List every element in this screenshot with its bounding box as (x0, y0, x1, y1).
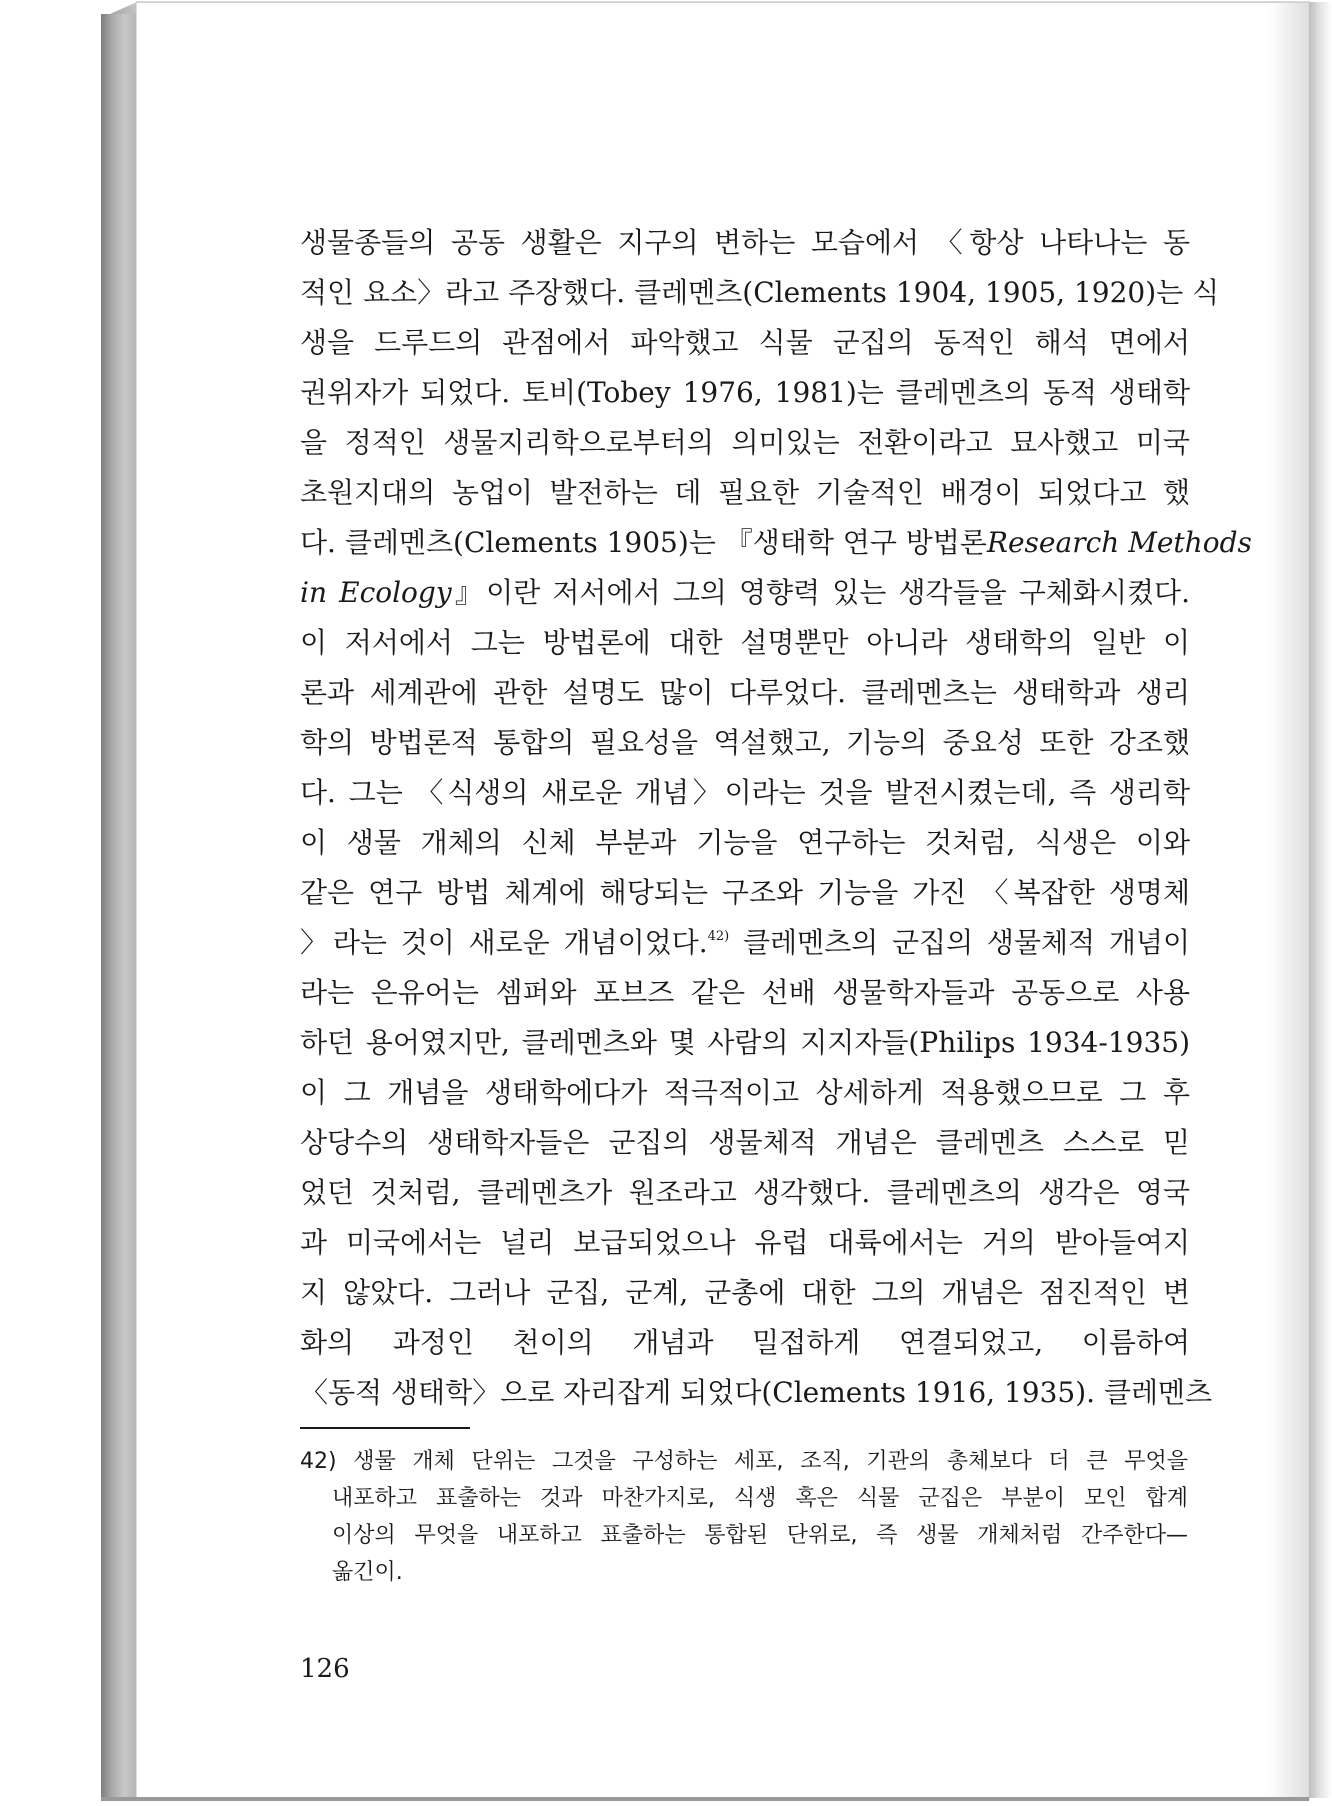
body-line (300, 918, 1190, 968)
body-line: 같은 연구 방법 체계에 해당되는 구조와 기능을 가진 〈복잡한 생명체 (300, 876, 1190, 909)
body-line: 학의 방법론적 통합의 필요성을 역설했고, 기능의 중요성 또한 강조했 (300, 726, 1190, 759)
book-title-english-cont: in Ecology (300, 576, 452, 609)
body-line: 권위자가 되었다. 토비(Tobey 1976, 1981)는 클레멘츠의 동적 생태학 (300, 376, 1190, 409)
body-line: 과 미국에서는 널리 보급되었으나 유럽 대륙에서는 거의 받아들여지 (300, 1226, 1190, 1259)
body-line: 었던 것처럼, 클레멘츠가 원조라고 생각했다. 클레멘츠의 생각은 영국 (300, 1176, 1190, 1209)
footnote (300, 1443, 1188, 1591)
body-line: 생물종들의 공동 생활은 지구의 변하는 모습에서 〈항상 나타나는 동 (300, 226, 1190, 259)
page-right-shadow (1309, 2, 1332, 1798)
body-line: 라는 은유어는 셈퍼와 포브즈 같은 선배 생물학자들과 공동으로 사용 (300, 976, 1190, 1009)
body-line-text: 다. 클레멘츠(Clements 1905)는 『생태학 연구 방법론 (300, 526, 987, 559)
body-line: 〈동적 생태학〉으로 자리잡게 되었다(Clements 1916, 1935). 클레멘츠 (300, 1376, 1213, 1409)
footnote-line: 42) 생물 개체 단위는 그것을 구성하는 세포, 조직, 기관의 총체보다 더 큰 무엇을 (300, 1449, 1188, 1474)
body-line: 론과 세계관에 관한 설명도 많이 다루었다. 클레멘츠는 생태학과 생리 (300, 676, 1190, 709)
body-line: 상당수의 생태학자들은 군집의 생물체적 개념은 클레멘츠 스스로 믿 (300, 1126, 1190, 1159)
page-edge-shade (1269, 3, 1309, 1799)
body-line: 생을 드루드의 관점에서 파악했고 식물 군집의 동적인 해석 면에서 (300, 326, 1190, 359)
book-spine (101, 14, 137, 1798)
body-line: 이 생물 개체의 신체 부분과 기능을 연구하는 것처럼, 식생은 이와 (300, 826, 1190, 859)
body-line-text: 』이란 저서에서 그의 영향력 있는 생각들을 구체화시켰다. (451, 576, 1190, 609)
footnote-reference[interactable]: 42) (707, 929, 730, 944)
body-line: 지 않았다. 그러나 군집, 군계, 군총에 대한 그의 개념은 점진적인 변 (300, 1276, 1190, 1309)
book-bottom-edge (101, 1797, 1309, 1801)
footnote-line: 옮긴이. (332, 1560, 403, 1585)
body-text (300, 218, 1252, 1418)
body-line-text: 〉라는 것이 새로운 개념이었다. (300, 926, 708, 959)
footnote-line: 내포하고 표출하는 것과 마찬가지로, 식생 혹은 식물 군집은 부분이 모인 합계 (332, 1486, 1188, 1511)
body-line: 을 정적인 생물지리학으로부터의 의미있는 전환이라고 묘사했고 미국 (300, 426, 1190, 459)
book-title-english: Research Methods (986, 526, 1252, 559)
body-line: 이 저서에서 그는 방법론에 대한 설명뿐만 아니라 생태학의 일반 이 (300, 626, 1190, 659)
body-line (300, 518, 1252, 568)
body-line (300, 568, 1190, 618)
page-number: 126 (300, 1654, 350, 1684)
footnote-line: 이상의 무엇을 내포하고 표출하는 통합된 단위로, 즉 생물 개체처럼 간주한다— (332, 1523, 1188, 1548)
body-line: 하던 용어였지만, 클레멘츠와 몇 사람의 지지자들(Philips 1934-1935) (300, 1026, 1190, 1059)
footnote-rule (300, 1427, 470, 1429)
body-line: 다. 그는 〈식생의 새로운 개념〉이라는 것을 발전시켰는데, 즉 생리학 (300, 776, 1190, 809)
body-line: 적인 요소〉라고 주장했다. 클레멘츠(Clements 1904, 1905, 1920)는 식 (300, 276, 1220, 309)
body-line: 이 그 개념을 생태학에다가 적극적이고 상세하게 적용했으므로 그 후 (300, 1076, 1190, 1109)
body-line: 초원지대의 농업이 발전하는 데 필요한 기술적인 배경이 되었다고 했 (300, 476, 1190, 509)
body-line: 화의 과정인 천이의 개념과 밀접하게 연결되었고, 이름하여 (300, 1326, 1190, 1359)
body-line-text: 클레멘츠의 군집의 생물체적 개념이 (729, 926, 1190, 959)
